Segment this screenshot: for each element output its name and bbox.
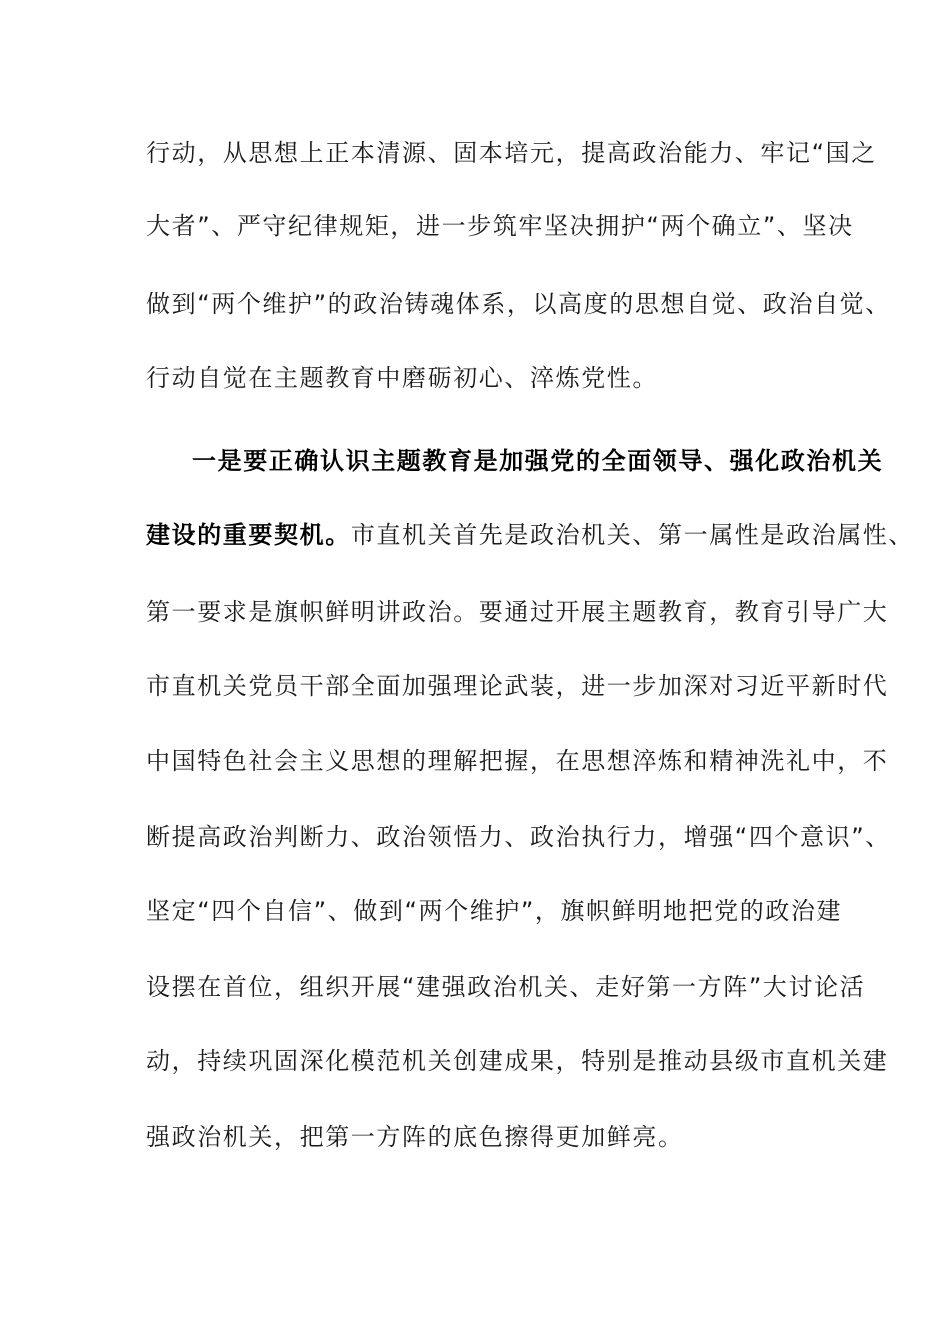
- paragraph2-heading-line-1: 一是要正确认识主题教育是加强党的全面领导、强化政治机关: [192, 447, 884, 475]
- paragraph1-line-2: 大者”、严守纪律规矩，进一步筑牢坚决拥护“两个确立”、坚决: [146, 212, 854, 240]
- paragraph2-line-3: 第一要求是旗帜鲜明讲政治。要通过开展主题教育，教育引导广大: [146, 598, 889, 626]
- paragraph2-line-2: [146, 520, 914, 550]
- paragraph2-heading-line-2: 建设的重要契机。: [146, 521, 351, 549]
- paragraph1-line-1: 行动，从思想上正本清源、固本培元，提高政治能力、牢记“国之: [146, 139, 877, 167]
- paragraph2-line-6: 断提高政治判断力、政治领悟力、政治执行力，增强“四个意识”、: [146, 823, 891, 851]
- paragraph2-line-2-rest: 市直机关首先是政治机关、第一属性是政治属性、: [350, 521, 915, 549]
- paragraph2-line-8: 设摆在首位，组织开展“建强政治机关、走好第一方阵”大讨论活: [146, 973, 866, 1001]
- paragraph2-line-5: 中国特色社会主义思想的理解把握，在思想淬炼和精神洗礼中，不: [146, 747, 889, 775]
- paragraph2-line-10: 强政治机关，把第一方阵的底色擦得更加鲜亮。: [146, 1123, 684, 1151]
- paragraph2-line-7: 坚定“四个自信”、做到“两个维护”，旗帜鲜明地把党的政治建: [146, 897, 843, 925]
- paragraph1-line-3: 做到“两个维护”的政治铸魂体系，以高度的思想自觉、政治自觉、: [146, 290, 891, 318]
- paragraph2-line-4: 市直机关党员干部全面加强理论武装，进一步加深对习近平新时代: [146, 672, 889, 700]
- paragraph2-line-9: 动，持续巩固深化模范机关创建成果，特别是推动县级市直机关建: [146, 1047, 889, 1075]
- paragraph1-line-4: 行动自觉在主题教育中磨砺初心、淬炼党性。: [146, 364, 658, 392]
